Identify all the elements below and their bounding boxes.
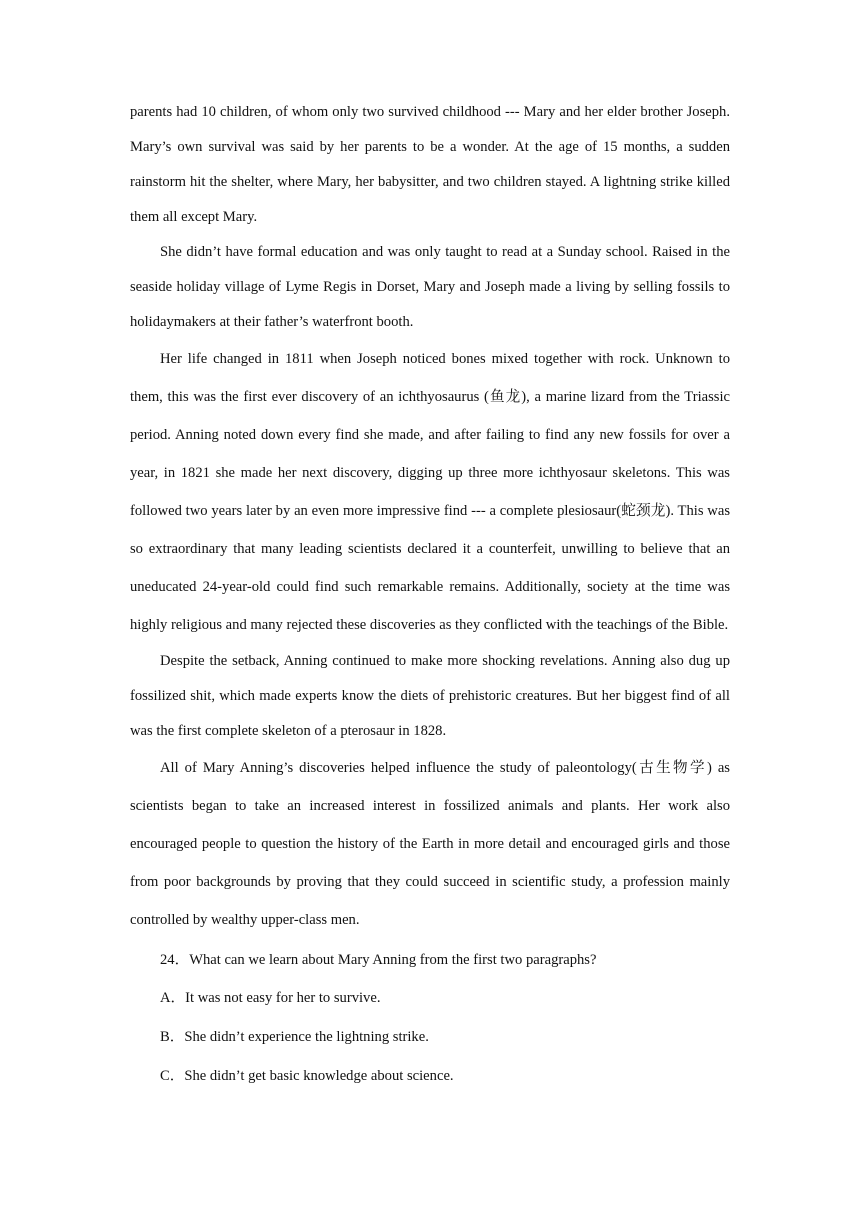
paragraph-3: Her life changed in 1811 when Joseph noticed bones mixed together with rock. Unknown to them, this was the first ever discovery of an ichthyosaurus (鱼龙), a marine lizard from the Triassic period. Anning noted down every find she made, and after failing to find any new fossils for over a year, in 1821 she made her next discovery, digging up three more ichthyosaur skeletons. This was followed two years later by an even more impressive find --- a complete plesiosaur(蛇颈龙). This was so extraordinary that many leading scientists declared it a counterfeit, unwilling to believe that an uneducated 24-year-old could find such remarkable remains. Additionally, society at the time was highly religious and many rejected these discoveries as they conflicted with the teachings of the Bible. [130, 351, 730, 633]
paragraph-1: parents had 10 children, of whom only two survived childhood --- Mary and her elder brother Joseph. Mary’s own survival was said by her parents to be a wonder. At the age of 15 months, a sudden rainstorm hit the shelter, where Mary, her babysitter, and two children stayed. A lightning strike killed them all except Mary. [130, 104, 730, 225]
paragraph-5: All of Mary Anning’s discoveries helped influence the study of paleontology(古生物学) as scientists began to take an increased interest in fossilized animals and plants. Her work also encouraged people to question the history of the Earth in more detail and encouraged girls and those from poor backgrounds by proving that they could succeed in scientific study, a profession mainly controlled by wealthy upper-class men. [130, 760, 730, 928]
option-b: B．She didn’t experience the lightning strike. [160, 1029, 429, 1045]
option-c: C．She didn’t get basic knowledge about science. [160, 1068, 454, 1084]
option-a: A．It was not easy for her to survive. [160, 990, 381, 1006]
question-24 [130, 939, 730, 1096]
reading-passage [130, 95, 730, 1096]
paragraph-2: She didn’t have formal education and was only taught to read at a Sunday school. Raised in the seaside holiday village of Lyme Regis in Dorset, Mary and Joseph made a living by selling fossils to holidaymakers at their father’s waterfront booth. [130, 244, 730, 330]
question-text: 24．What can we learn about Mary Anning from the first two paragraphs? [160, 952, 597, 968]
paragraph-4: Despite the setback, Anning continued to make more shocking revelations. Anning also dug up fossilized shit, which made experts know the diets of prehistoric creatures. But her biggest find of all was the first complete skeleton of a pterosaur in 1828. [130, 653, 730, 739]
